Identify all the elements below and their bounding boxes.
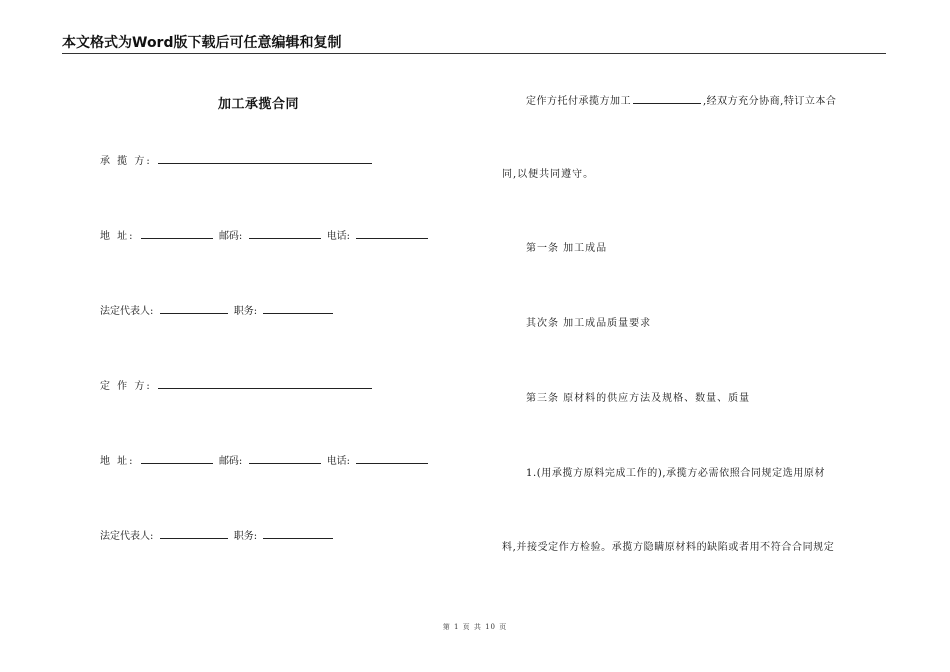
- postcode-blank: [249, 228, 321, 239]
- paragraph-intro-cont: 同,以便共同遵守。: [502, 169, 595, 180]
- contractor-address-row: [100, 228, 431, 244]
- phone-blank: [356, 228, 428, 239]
- orderer-address-row: [100, 453, 431, 469]
- banner-divider: [62, 53, 886, 54]
- position-label: 职务:: [233, 306, 258, 317]
- intro-start: 定作方托付承揽方加工: [526, 96, 631, 107]
- address-blank: [141, 453, 213, 464]
- contractor-label: 承 揽 方:: [100, 156, 152, 167]
- article-2-heading: 其次条 加工成品质量要求: [526, 318, 652, 329]
- orderer-blank: [158, 378, 372, 389]
- address-blank: [141, 228, 213, 239]
- document-title: 加工承揽合同: [218, 97, 300, 112]
- phone-label: 电话:: [326, 231, 351, 242]
- paragraph-intro: [526, 93, 836, 109]
- rep-blank: [160, 528, 228, 539]
- article-3-item-1: 1.(用承揽方原料完成工作的),承揽方必需依照合同规定选用原材: [526, 468, 826, 479]
- postcode-label: 邮码:: [218, 456, 243, 467]
- position-blank: [263, 303, 333, 314]
- rep-label: 法定代表人:: [100, 531, 154, 542]
- postcode-label: 邮码:: [218, 231, 243, 242]
- address-label: 地 址:: [100, 456, 135, 467]
- document-banner: 本文格式为Word版下载后可任意编辑和复制: [62, 35, 342, 51]
- article-3-item-1-cont: 料,并接受定作方检验。承揽方隐瞒原材料的缺陷或者用不符合合同规定: [502, 542, 835, 553]
- position-blank: [263, 528, 333, 539]
- contractor-blank: [158, 153, 372, 164]
- orderer-rep-row: [100, 528, 336, 544]
- phone-label: 电话:: [326, 456, 351, 467]
- article-3-heading: 第三条 原材料的供应方法及规格、数量、质量: [526, 393, 751, 404]
- phone-blank: [356, 453, 428, 464]
- intro-end: ,经双方充分协商,特订立本合: [703, 96, 837, 107]
- article-1-heading: 第一条 加工成品: [526, 243, 608, 254]
- page-footer: 第 1 页 共 10 页: [442, 623, 508, 631]
- item-blank: [633, 93, 701, 104]
- orderer-field: [100, 378, 375, 394]
- position-label: 职务:: [233, 531, 258, 542]
- address-label: 地 址:: [100, 231, 135, 242]
- rep-blank: [160, 303, 228, 314]
- rep-label: 法定代表人:: [100, 306, 154, 317]
- orderer-label: 定 作 方:: [100, 381, 152, 392]
- contractor-rep-row: [100, 303, 336, 319]
- postcode-blank: [249, 453, 321, 464]
- contractor-field: [100, 153, 375, 169]
